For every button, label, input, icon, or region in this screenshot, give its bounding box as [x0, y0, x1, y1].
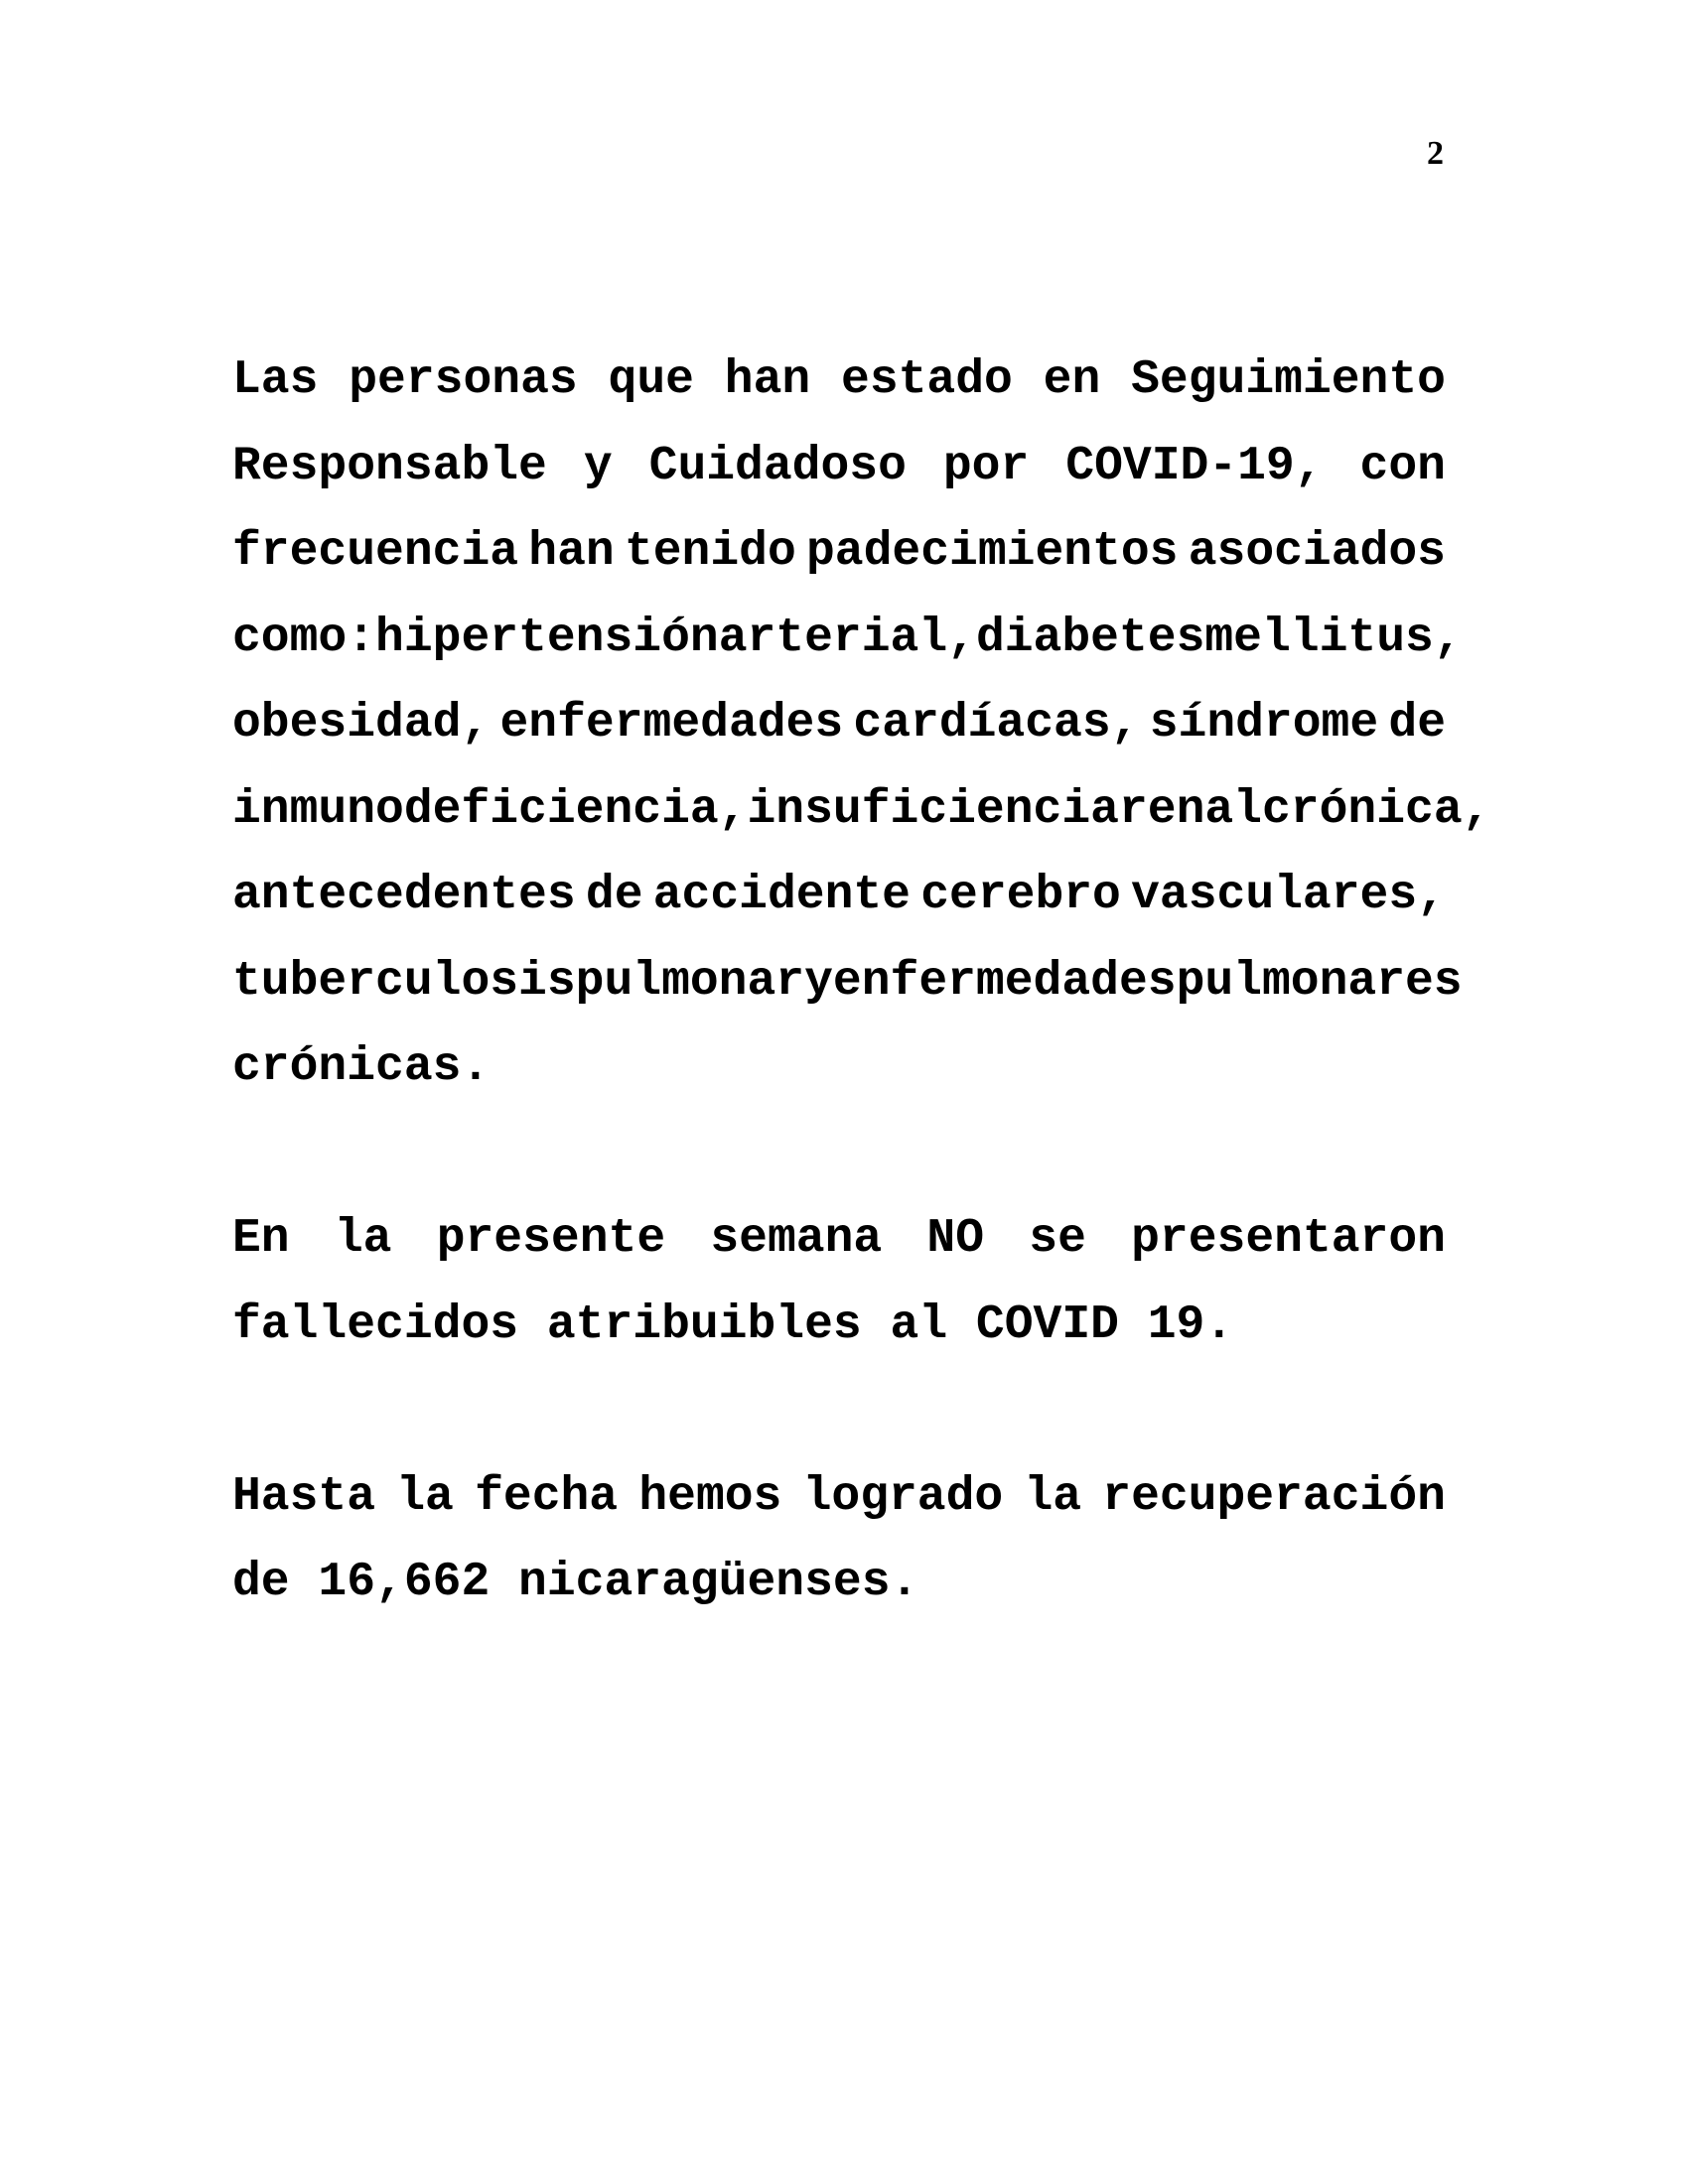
word: la	[1024, 1469, 1082, 1524]
word: semana	[710, 1212, 883, 1266]
word: Cuidadoso	[648, 439, 907, 493]
word: y	[804, 954, 833, 1009]
word: en	[1043, 353, 1101, 407]
word: cardíacas,	[853, 697, 1140, 751]
word: Hasta	[232, 1469, 376, 1524]
word: Seguimiento	[1131, 353, 1446, 407]
word: mellitus,	[1204, 611, 1463, 665]
word: presentaron	[1131, 1212, 1446, 1266]
word: que	[608, 353, 694, 407]
word: fecha	[475, 1469, 619, 1524]
word: se	[1029, 1212, 1086, 1266]
word: vasculares,	[1131, 869, 1446, 922]
paragraph-line	[232, 509, 1446, 596]
word: frecuencia	[232, 525, 519, 579]
word: enfermedades	[499, 697, 844, 751]
word: diabetes	[975, 611, 1205, 665]
word: antecedentes	[232, 869, 576, 922]
paragraph-line	[232, 853, 1446, 939]
word: de	[585, 869, 643, 922]
word: la	[334, 1212, 392, 1266]
word: cerebro	[920, 869, 1121, 922]
paragraph-line: de 16,662 nicaragüenses.	[232, 1556, 919, 1609]
word: accidente	[652, 869, 911, 922]
paragraph-line	[232, 1196, 1446, 1283]
paragraph-recoveries	[232, 1454, 1446, 1626]
word: han	[724, 353, 811, 407]
page-number: 2	[1427, 135, 1444, 172]
word: como:	[232, 611, 376, 665]
word: recuperación	[1102, 1469, 1446, 1524]
word: estado	[841, 353, 1013, 407]
word: pulmonar	[575, 954, 805, 1009]
word: crónica,	[1261, 782, 1491, 837]
paragraph-line	[232, 767, 1491, 854]
paragraph-deaths	[232, 1196, 1446, 1368]
word: asociados	[1188, 525, 1446, 579]
word: de	[1388, 697, 1446, 751]
word: arterial,	[718, 611, 976, 665]
word: han	[528, 525, 615, 579]
paragraph-comorbidities	[232, 338, 1491, 1111]
word: insuficiencia	[747, 782, 1119, 837]
paragraph-line	[232, 596, 1463, 682]
paragraph-line: crónicas.	[232, 1040, 491, 1094]
paragraph-line: fallecidos atribuibles al COVID 19.	[232, 1297, 1234, 1352]
word: y	[583, 439, 613, 493]
word: la	[396, 1469, 454, 1524]
word: tenido	[624, 525, 796, 579]
paragraph-gap	[232, 1368, 1446, 1454]
word: pulmonares	[1176, 954, 1463, 1009]
word: Responsable	[232, 439, 547, 493]
word: logrado	[802, 1469, 1004, 1524]
word: En	[232, 1212, 290, 1266]
word: renal	[1118, 782, 1262, 837]
word: enfermedades	[832, 954, 1177, 1009]
word: presente	[436, 1212, 666, 1266]
word: hemos	[638, 1469, 782, 1524]
paragraph-line	[232, 424, 1446, 510]
paragraph-line	[232, 939, 1463, 1025]
word: personas	[349, 353, 578, 407]
paragraph-line	[232, 1454, 1446, 1541]
word: hipertensión	[375, 611, 719, 665]
word: padecimientos	[806, 525, 1179, 579]
word: inmunodeficiencia,	[232, 782, 748, 837]
word: tuberculosis	[232, 954, 576, 1009]
word: Las	[232, 353, 319, 407]
paragraph-line	[232, 681, 1446, 767]
word: COVID-19,	[1065, 439, 1324, 493]
word: con	[1359, 439, 1446, 493]
word: síndrome	[1149, 697, 1379, 751]
word: obesidad,	[232, 697, 491, 751]
paragraph-gap	[232, 1111, 1446, 1197]
document-body	[232, 338, 1491, 1626]
word: por	[942, 439, 1030, 493]
word: NO	[926, 1212, 985, 1266]
paragraph-line	[232, 338, 1446, 424]
